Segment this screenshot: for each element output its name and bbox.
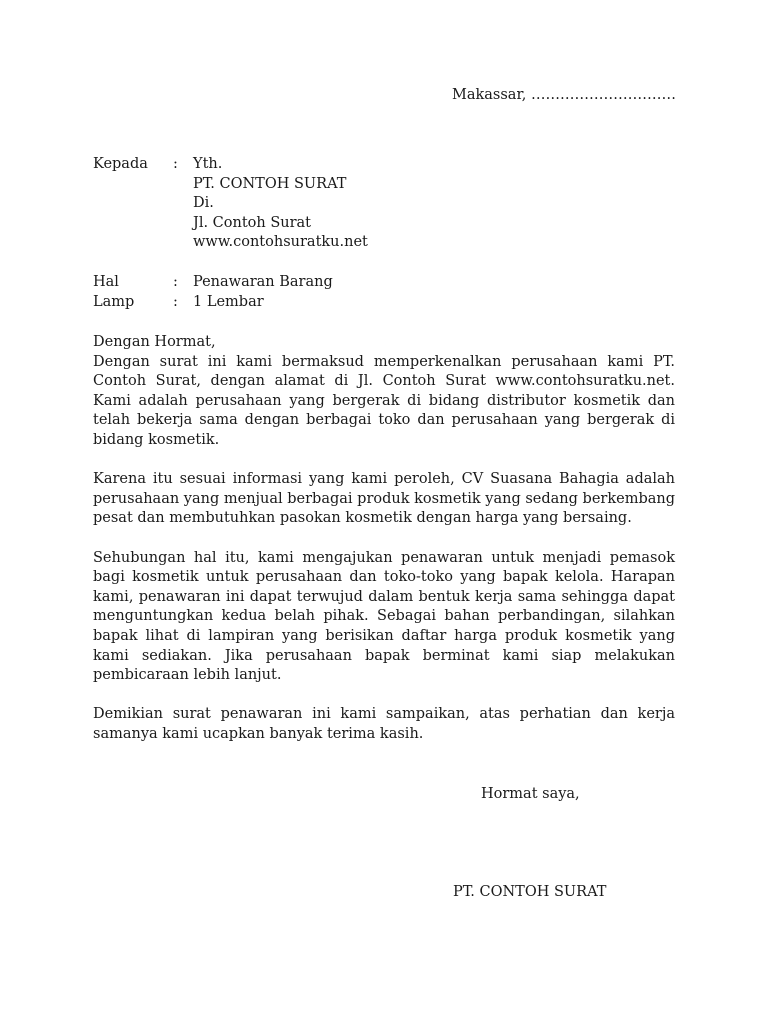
recipient-line: www.contohsuratku.net bbox=[193, 234, 368, 251]
letter-body bbox=[93, 333, 675, 764]
date-line: Makassar, ………………………… bbox=[452, 87, 677, 103]
recipient-line: Yth. bbox=[193, 156, 223, 172]
lamp-value: 1 Lembar bbox=[193, 293, 264, 310]
recipient-line: Di. bbox=[193, 195, 214, 212]
recipient-label: Kepada bbox=[93, 156, 148, 172]
body-paragraph: Sehubungan hal itu, kami mengajukan penawaran untuk menjadi pemasok bagi kosmetik untuk perusahaan dan toko-toko yang bapak kelola. Harapan kami, penawaran ini dapat terwujud dalam bentuk kerja sama sehingga dapat menguntungkan kedua belah pihak. Sebagai bahan perbandingan, silahkan bapak lihat di lampiran yang berisikan daftar harga produk kosmetik yang kami sediakan. Jika perusahaan bapak berminat kami siap melakukan pembicaraan lebih lanjut. bbox=[93, 549, 675, 684]
hal-label: Hal bbox=[93, 274, 119, 290]
lamp-colon: : bbox=[173, 293, 178, 310]
signature-name: PT. CONTOH SURAT bbox=[453, 884, 607, 900]
body-paragraph: Demikian surat penawaran ini kami sampaikan, atas perhatian dan kerja samanya kami ucapkan banyak terima kasih. bbox=[93, 706, 675, 742]
hal-value: Penawaran Barang bbox=[193, 274, 333, 290]
body-paragraph: Karena itu sesuai informasi yang kami peroleh, CV Suasana Bahagia adalah perusahaan yang menjual berbagai produk kosmetik yang sedang berkembang pesat dan membutuhkan pasokan kosmetik dengan harga yang bersaing. bbox=[93, 471, 675, 527]
salutation: Dengan Hormat, bbox=[93, 334, 216, 350]
recipient-line: Jl. Contoh Surat bbox=[193, 214, 312, 231]
body-paragraph: Dengan surat ini kami bermaksud memperkenalkan perusahaan kami PT. Contoh Surat, dengan alamat di Jl. Contoh Surat www.contohsuratku.net. Kami adalah perusahaan yang bergerak di bidang distributor kosmetik dan telah bekerja sama dengan berbagai toko dan perusahaan yang bergerak di bidang kosmetik. bbox=[93, 353, 675, 448]
recipient-block bbox=[93, 155, 368, 253]
hal-colon: : bbox=[173, 274, 178, 290]
recipient-line: PT. CONTOH SURAT bbox=[193, 175, 347, 192]
recipient-address bbox=[193, 155, 368, 253]
subject-block bbox=[93, 273, 333, 312]
lamp-label: Lamp bbox=[93, 293, 135, 310]
recipient-colon: : bbox=[173, 156, 178, 172]
closing: Hormat saya, bbox=[481, 786, 580, 802]
